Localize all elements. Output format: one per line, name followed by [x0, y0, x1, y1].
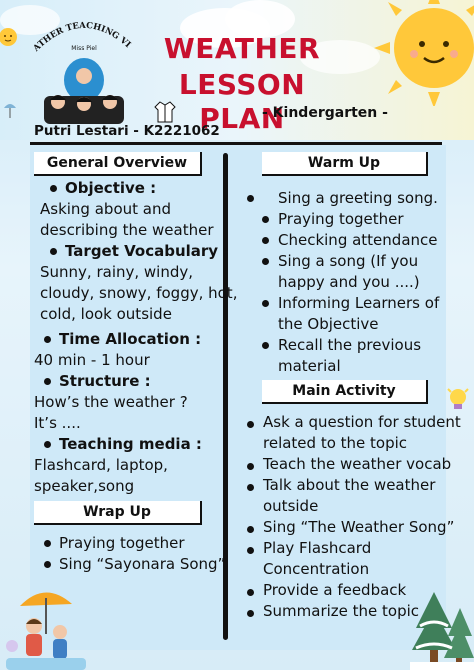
structure-line: It’s ....	[34, 414, 81, 432]
bullet-dot	[262, 300, 269, 307]
svg-text:Miss Piel: Miss Piel	[71, 45, 97, 52]
student-name: Putri Lestari - K2221062	[34, 123, 220, 139]
bullet-dot	[44, 378, 51, 385]
main-activity-item: related to the topic	[263, 434, 408, 452]
small-sun-icon	[0, 26, 22, 48]
warm-up-item: material	[278, 357, 341, 375]
page-title-line2: LESSON PLAN	[178, 68, 306, 135]
warm-up-item: the Objective	[278, 315, 379, 333]
bullet-dot	[247, 526, 254, 533]
page-title-line1: WEATHER	[163, 32, 321, 65]
main-activity-item: Talk about the weather	[263, 476, 436, 494]
objective-label: Objective :	[65, 179, 157, 197]
bullet-dot	[44, 561, 51, 568]
main-activity-item: Play Flashcard	[263, 539, 372, 557]
warm-up-heading: Warm Up	[262, 152, 428, 176]
bullet-dot	[44, 336, 51, 343]
warm-up-item: Praying together	[278, 210, 404, 228]
bullet-dot	[247, 547, 254, 554]
svg-text:WEATHER TEACHING VIDEO: ATHER TEACHING VI	[31, 20, 133, 54]
vocab-line: cold, look outside	[40, 305, 172, 323]
lightbulb-icon	[446, 386, 470, 412]
structure-label: Structure :	[59, 372, 151, 390]
jacket-icon	[154, 100, 176, 124]
grade-level: - Kindergarten -	[262, 105, 388, 121]
bullet-dot	[247, 195, 254, 202]
warm-up-item: Sing a greeting song.	[278, 189, 438, 207]
main-activity-item: Ask a question for student	[263, 413, 461, 431]
warm-up-item: happy and you ....)	[278, 273, 420, 291]
wrap-up-item: Praying together	[59, 534, 185, 552]
media-line: speaker,song	[34, 477, 135, 495]
bullet-dot	[50, 185, 57, 192]
snowy-tree-illustration	[410, 588, 474, 670]
bullet-dot	[44, 441, 51, 448]
warm-up-item: Recall the previous	[278, 336, 422, 354]
main-activity-heading: Main Activity	[262, 380, 428, 404]
vocab-line: Sunny, rainy, windy,	[40, 263, 194, 281]
objective-line: Asking about and	[40, 200, 171, 218]
media-label: Teaching media :	[59, 435, 202, 453]
warm-up-item: Informing Learners of	[278, 294, 440, 312]
vocab-line: cloudy, snowy, foggy, hot,	[40, 284, 238, 302]
vocab-label: Target Vocabulary :	[65, 242, 230, 260]
main-activity-item: outside	[263, 497, 319, 515]
bullet-dot	[262, 258, 269, 265]
kids-umbrella-illustration	[0, 584, 90, 670]
main-activity-item: Concentration	[263, 560, 370, 578]
time-value: 40 min - 1 hour	[34, 351, 150, 369]
bullet-dot	[262, 237, 269, 244]
warm-up-item: Checking attendance	[278, 231, 438, 249]
bullet-dot	[247, 421, 254, 428]
structure-line: How’s the weather ?	[34, 393, 188, 411]
umbrella-small-icon	[2, 100, 18, 120]
bullet-dot	[262, 216, 269, 223]
wrap-up-heading: Wrap Up	[34, 501, 202, 525]
main-activity-item: Summarize the topic	[263, 602, 420, 620]
main-activity-item: Teach the weather vocab	[263, 455, 452, 473]
objective-line: describing the weather	[40, 221, 214, 239]
bullet-dot	[44, 540, 51, 547]
bullet-dot	[247, 463, 254, 470]
bullet-dot	[247, 589, 254, 596]
time-label: Time Allocation :	[59, 330, 202, 348]
sun-icon	[372, 0, 474, 106]
weather-video-logo	[30, 10, 138, 126]
warm-up-item: Sing a song (If you	[278, 252, 419, 270]
wrap-up-item: Sing “Sayonara Song”	[59, 555, 226, 573]
bullet-dot	[247, 610, 254, 617]
bullet-dot	[247, 484, 254, 491]
media-line: Flashcard, laptop,	[34, 456, 168, 474]
bullet-dot	[50, 248, 57, 255]
bullet-dot	[262, 342, 269, 349]
main-activity-item: Provide a feedback	[263, 581, 407, 599]
main-activity-item: Sing “The Weather Song”	[263, 518, 455, 536]
general-overview-heading: General Overview	[34, 152, 202, 176]
